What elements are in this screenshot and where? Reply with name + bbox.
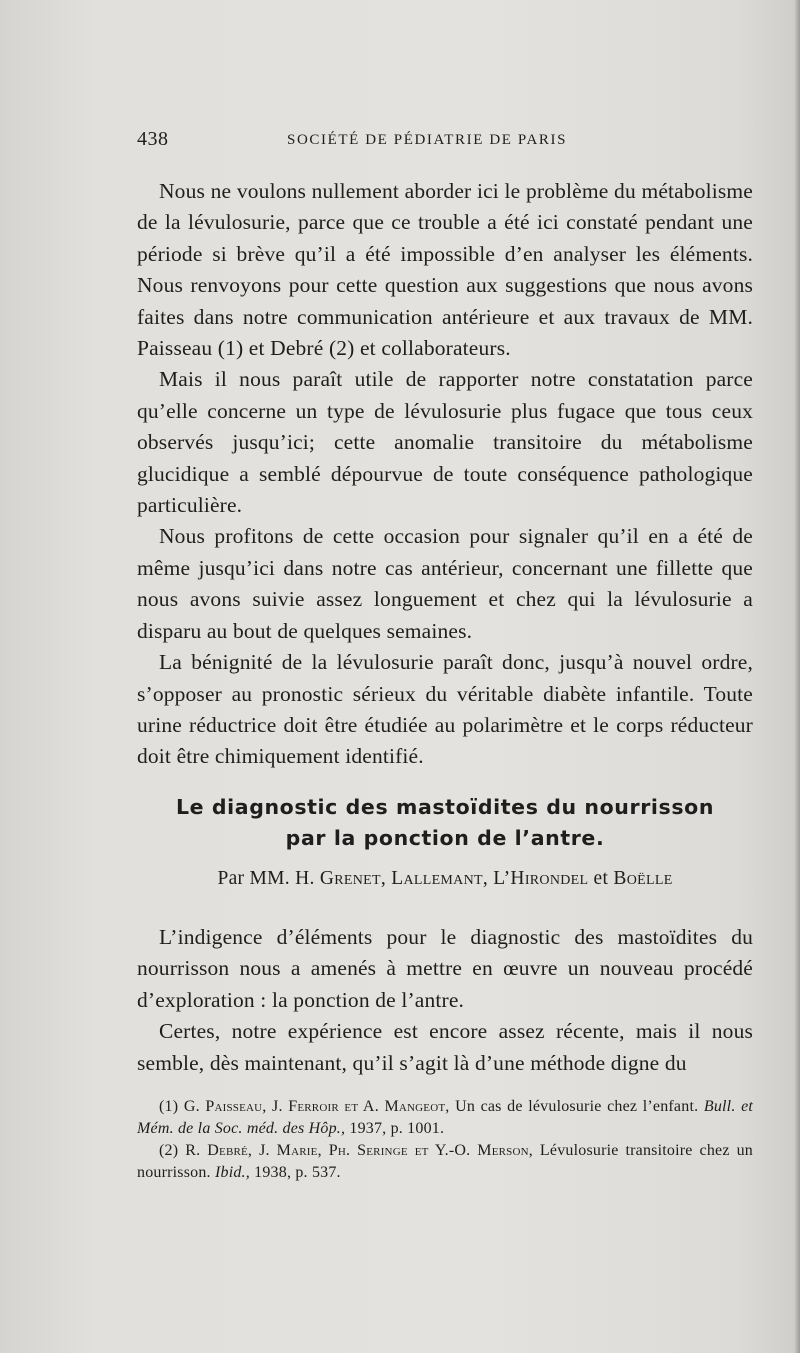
author-name: Lallemant (391, 868, 483, 889)
page-header (137, 128, 753, 156)
footnote-journal: Ibid., (214, 1164, 250, 1181)
article-title-line-1: Le diagnostic des mastoïdites du nourrisson (175, 795, 715, 819)
authors-prefix: Par MM. H. (217, 868, 315, 889)
article-title (137, 792, 753, 854)
author-name: Boëlle (613, 868, 673, 889)
author-name: L’Hirondel (493, 868, 589, 889)
footnote-marker: (2) (159, 1142, 179, 1159)
article-authors: Par MM. H. Grenet, Lallemant, L’Hirondel et Boëlle (217, 868, 673, 889)
paragraph: Nous profitons de cette occasion pour signaler qu’il en a été de même jusqu’ici dans notre cas antérieur, concernant une fillette que nous avons suivie assez longuement et chez qui la lévulosurie a disparu au bout de quelques semaines. (137, 524, 753, 643)
footnote-title: Un cas de lévulosurie chez l’enfant. (455, 1098, 699, 1115)
article-body-text (137, 922, 753, 1079)
footnote-2 (137, 1140, 753, 1184)
footnote-journal: Bull. et Mém. de la Soc. méd. des Hôp., (137, 1098, 754, 1137)
footnote-1 (137, 1096, 753, 1140)
paragraph: L’indigence d’éléments pour le diagnostic des mastoïdites du nourrisson nous a amenés à mettre en œuvre un nouveau procédé d’exploration : la ponction de l’antre. (137, 925, 753, 1012)
paragraph: Nous ne voulons nullement aborder ici le problème du métabolisme de la lévulosurie, parce que ce trouble a été ici constaté pendant une période si brève qu’il a été impossible d’en analyser les éléments. Nous renvoyons pour cette question aux suggestions que nous avons faites dans notre communication antérieure et aux travaux de MM. Paisseau (1) et Debré (2) et collaborateurs. (137, 179, 753, 361)
footnote-authors: R. Debré, J. Marie, Ph. Seringe et Y.-O. Merson, (185, 1142, 533, 1159)
footnote-authors: G. Paisseau, J. Ferroir et A. Mangeot, (183, 1098, 450, 1115)
paragraph: La bénignité de la lévulosurie paraît donc, jusqu’à nouvel ordre, s’opposer au pronostic sérieux du véritable diabète infantile. Toute urine réductrice doit être étudiée au polarimètre et le corps réducteur doit être chimiquement identifié. (137, 650, 753, 769)
author-name: Grenet (319, 868, 381, 889)
footnote-ref: 1937, p. 1001. (349, 1120, 445, 1137)
footnote-ref: 1938, p. 537. (254, 1164, 341, 1181)
running-head: SOCIÉTÉ DE PÉDIATRIE DE PARIS (287, 132, 568, 148)
footnote-marker: (1) (159, 1098, 179, 1115)
page-number: 438 (137, 128, 169, 150)
authors-conjunction: et (593, 868, 609, 889)
paragraph: Certes, notre expérience est encore assez récente, mais il nous semble, dès maintenant, qu’il s’agit là d’une méthode digne du (137, 1019, 753, 1075)
section-1-text (137, 176, 753, 773)
article-title-line-2: par la ponction de l’antre. (285, 826, 605, 850)
footnotes (137, 1096, 753, 1184)
footnote-title: Lévulosurie transitoire chez un nourrisson. (137, 1142, 753, 1181)
paragraph: Mais il nous paraît utile de rapporter notre constatation parce qu’elle concerne un type de lévulosurie plus fugace que tous ceux observés jusqu’ici; cette anomalie transitoire du métabolisme glucidique a semblé dépourvue de toute conséquence pathologique particulière. (137, 367, 753, 518)
page-edge-shadow (794, 0, 800, 1353)
